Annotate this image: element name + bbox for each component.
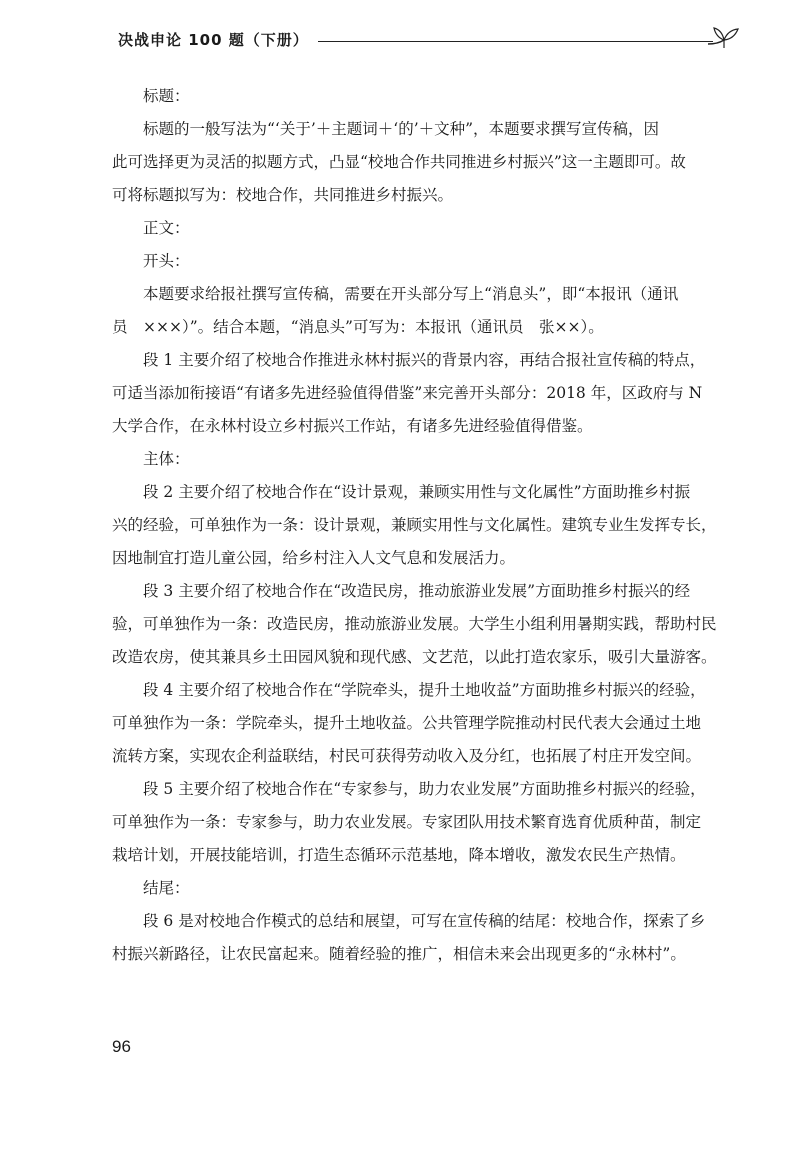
body-line: 主体： [143,450,190,468]
body-line: 此可选择更为灵活的拟题方式，凸显“校地合作共同推进乡村振兴”这一主题即可。故 [112,153,686,171]
body-line: 验，可单独作为一条：改造民房，推动旅游业发展。大学生小组利用暑期实践，帮助村民 [112,615,717,633]
page-body [112,80,722,971]
body-line: 段 2 主要介绍了校地合作在“设计景观，兼顾实用性与文化属性”方面助推乡村振 [143,483,691,501]
body-line: 流转方案，实现农企利益联结，村民可获得劳动收入及分红，也拓展了村庄开发空间。 [112,747,702,765]
body-line: 栽培计划，开展技能培训，打造生态循环示范基地，降本增收，激发农民生产热情。 [112,846,686,864]
body-line: 改造农房，使其兼具乡土田园风貌和现代感、文艺范，以此打造农家乐，吸引大量游客。 [112,648,717,666]
body-line: 段 4 主要介绍了校地合作在“学院牵头，提升土地收益”方面助推乡村振兴的经验， [143,681,706,699]
running-header [118,30,738,64]
header-rule [318,41,713,42]
body-line: 可单独作为一条：学院牵头，提升土地收益。公共管理学院推动村民代表大会通过土地 [112,714,702,732]
body-line: 段 3 主要介绍了校地合作在“改造民房，推动旅游业发展”方面助推乡村振兴的经 [143,582,691,600]
body-line: 员 ×××）”。结合本题，“消息头”可写为：本报讯（通讯员 张××）。 [112,318,604,336]
body-line: 本题要求给报社撰写宣传稿，需要在开头部分写上“消息头”，即“本报讯（通讯 [143,285,679,303]
body-line: 村振兴新路径，让农民富起来。随着经验的推广，相信未来会出现更多的“永林村”。 [112,945,686,963]
body-line: 标题： [143,87,190,105]
book-title: 决战申论 100 题（下册） [118,31,309,49]
body-line: 可将标题拟写为：校地合作，共同推进乡村振兴。 [112,186,454,204]
sprout-icon [706,24,742,52]
body-line: 开头： [143,252,190,270]
body-line: 因地制宜打造儿童公园，给乡村注入人文气息和发展活力。 [112,549,516,567]
body-line: 结尾： [143,879,190,897]
body-line: 标题的一般写法为“‘关于’＋主题词＋‘的’＋文种”，本题要求撰写宣传稿，因 [143,120,660,138]
body-line: 大学合作，在永林村设立乡村振兴工作站，有诸多先进经验值得借鉴。 [112,417,593,435]
body-line: 兴的经验，可单独作为一条：设计景观，兼顾实用性与文化属性。建筑专业生发挥专长， [112,516,717,534]
page-number: 96 [112,1037,131,1056]
body-line: 段 5 主要介绍了校地合作在“专家参与，助力农业发展”方面助推乡村振兴的经验， [143,780,706,798]
body-line: 可单独作为一条：专家参与，助力农业发展。专家团队用技术繁育选育优质种苗，制定 [112,813,702,831]
body-line: 段 1 主要介绍了校地合作推进永林村振兴的背景内容，再结合报社宣传稿的特点， [143,351,706,369]
body-line: 段 6 是对校地合作模式的总结和展望，可写在宣传稿的结尾：校地合作，探索了乡 [143,912,706,930]
body-line: 正文： [143,219,190,237]
body-line: 可适当添加衔接语“有诸多先进经验值得借鉴”来完善开头部分：2018 年，区政府与 N [112,384,703,402]
